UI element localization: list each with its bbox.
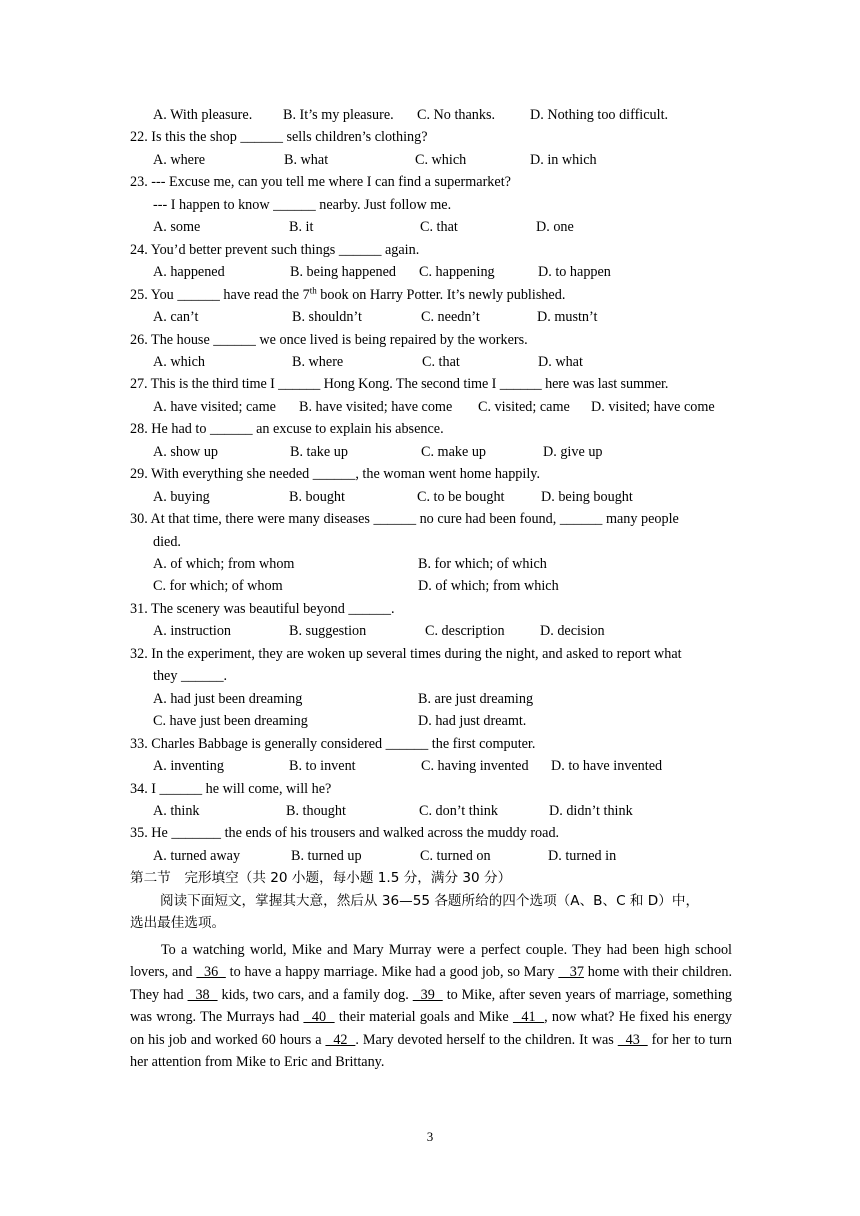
question-stem: [130, 734, 535, 754]
question-stem: [130, 823, 559, 843]
option-d: D. didn’t think: [549, 802, 633, 819]
option-row: [0, 105, 860, 125]
question-stem: [130, 172, 511, 192]
option-row: [0, 711, 860, 731]
question-stem: [130, 374, 668, 394]
cloze-blank: 37: [558, 964, 584, 981]
question-text: Is this the shop ______ sells children’s clothing?: [151, 129, 428, 146]
option-row: [0, 689, 860, 709]
cloze-blank: 41: [512, 1009, 545, 1026]
question-text-continued: died.: [153, 533, 181, 550]
option-d: D. what: [538, 353, 583, 370]
question-text: You’d better prevent such things ______ again.: [150, 241, 420, 258]
question-text: At that time, there were many diseases ______ no cure had been found, ______ many people: [150, 511, 679, 528]
option-a: A. show up: [153, 443, 219, 460]
question-number: 34.: [130, 780, 148, 797]
passage-text: their material goals and Mike: [334, 1009, 513, 1026]
question-text-continued: --- I happen to know ______ nearby. Just follow me.: [153, 196, 452, 213]
option-c: C. have just been dreaming: [153, 713, 308, 730]
option-a: A. where: [153, 151, 205, 168]
section-instruction: 阅读下面短文，掌握其大意，然后从 36—55 各题所给的四个选项（A、B、C 和 D）中，: [160, 892, 700, 909]
question-number: 30.: [130, 511, 148, 528]
option-c: C. turned on: [420, 847, 491, 864]
option-b: B. take up: [290, 443, 348, 460]
question-stem: [130, 285, 565, 305]
passage-text: to have a happy marriage. Mike had a good job, so Mary: [225, 964, 559, 981]
option-row: [0, 307, 860, 327]
option-row: [0, 352, 860, 372]
question-stem: [130, 419, 444, 439]
option-b: B. suggestion: [289, 623, 367, 640]
option-row: [0, 217, 860, 237]
cloze-blank: 39: [412, 986, 443, 1003]
option-c: C. which: [415, 151, 467, 168]
question-stem: [130, 509, 679, 529]
question-stem: [130, 127, 428, 147]
option-c: C. that: [420, 219, 458, 236]
question-number: 26.: [130, 331, 148, 348]
option-a: A. buying: [153, 488, 210, 505]
option-a: A. turned away: [153, 847, 241, 864]
cloze-blank: 43: [617, 1031, 648, 1048]
option-a: A. happened: [153, 264, 225, 281]
option-b: B. where: [292, 353, 344, 370]
option-a: A. think: [153, 802, 200, 819]
question-text: You ______ have read the 7: [150, 286, 310, 303]
option-b: B. It’s my pleasure.: [283, 107, 394, 123]
option-c: C. to be bought: [417, 488, 505, 505]
option-c: C. visited; came: [478, 398, 570, 415]
option-a: A. can’t: [153, 309, 199, 326]
option-row: [0, 756, 860, 776]
question-text: --- Excuse me, can you tell me where I can find a supermarket?: [151, 174, 511, 191]
option-d: D. to have invented: [551, 758, 663, 775]
option-d: D. had just dreamt.: [418, 713, 527, 730]
option-c: C. don’t think: [419, 802, 498, 819]
question-number: 35.: [130, 825, 148, 842]
option-c: C. needn’t: [421, 309, 480, 326]
question-text: I ______ he will come, will he?: [151, 780, 332, 797]
cloze-blank: 42: [325, 1031, 356, 1048]
option-d: D. to happen: [538, 264, 611, 281]
option-b: B. bought: [289, 488, 345, 505]
question-number: 24.: [130, 241, 148, 258]
question-number: 32.: [130, 645, 148, 662]
option-a: A. have visited; came: [153, 398, 276, 415]
question-stem: [130, 464, 540, 484]
option-c: C. make up: [421, 443, 487, 460]
option-d: D. being bought: [541, 488, 633, 505]
question-number: 27.: [130, 376, 148, 393]
question-text: He _______ the ends of his trousers and walked across the muddy road.: [151, 825, 560, 842]
passage-text: kids, two cars, and a family dog.: [217, 986, 413, 1003]
question-text: Charles Babbage is generally considered ______ the first computer.: [151, 735, 536, 752]
option-a: A. With pleasure.: [153, 107, 253, 123]
option-b: B. being happened: [290, 264, 396, 281]
option-row: [0, 554, 860, 574]
passage-text: home with their children. They had: [130, 964, 732, 1003]
question-number: 28.: [130, 421, 148, 438]
question-number: 22.: [130, 129, 148, 146]
option-a: A. of which; from whom: [153, 556, 295, 572]
passage-text: to Mike, after seven years of marriage, something was wrong. The Murrays had: [130, 986, 733, 1026]
option-d: D. visited; have come: [591, 398, 715, 415]
option-b: B. for which; of which: [418, 556, 547, 572]
option-d: D. give up: [543, 443, 603, 460]
option-d: D. decision: [540, 623, 605, 640]
option-row: [0, 397, 860, 417]
option-row: [0, 576, 860, 596]
option-c: C. having invented: [421, 758, 529, 775]
option-d: D. Nothing too difficult.: [530, 107, 669, 123]
page-number: 3: [426, 1129, 434, 1144]
option-row: [0, 150, 860, 170]
option-b: B. to invent: [289, 758, 356, 775]
passage-text: To a watching world, Mike and Mary Murray were a perfect couple. They had been high school lovers, and: [130, 941, 732, 981]
question-number: 25.: [130, 286, 148, 303]
question-stem: [130, 779, 331, 799]
question-text: The house ______ we once lived is being repaired by the workers.: [151, 331, 528, 348]
option-d: D. one: [536, 219, 574, 236]
option-row: [0, 621, 860, 641]
option-row: [0, 442, 860, 462]
cloze-blank: 40: [303, 1009, 335, 1026]
question-stem: [130, 330, 528, 350]
question-stem: [130, 599, 395, 619]
option-b: B. are just dreaming: [418, 690, 534, 707]
option-row: [0, 801, 860, 821]
option-b: B. what: [284, 151, 329, 168]
option-a: A. some: [153, 219, 201, 236]
question-text: book on Harry Potter. It’s newly published.: [316, 286, 566, 303]
passage-text: for her to turn her attention from Mike to Eric and Brittany.: [130, 1031, 733, 1071]
option-c: C. No thanks.: [417, 107, 496, 123]
option-row: [0, 846, 860, 866]
option-c: C. description: [425, 623, 505, 640]
question-text: The scenery was beautiful beyond ______.: [151, 600, 395, 617]
option-d: D. mustn’t: [537, 309, 598, 326]
question-number: 33.: [130, 735, 148, 752]
option-b: B. shouldn’t: [292, 309, 362, 326]
option-d: D. turned in: [548, 847, 617, 864]
passage-text: , now what? He fixed his energy on his job and worked 60 hours a: [130, 1009, 733, 1048]
option-c: C. happening: [419, 264, 495, 281]
question-text: In the experiment, they are woken up several times during the night, and asked to report what: [151, 645, 682, 662]
option-b: B. turned up: [291, 847, 362, 864]
option-b: B. have visited; have come: [299, 398, 453, 415]
option-a: A. had just been dreaming: [153, 690, 303, 707]
section-instruction-continued: 选出最佳选项。: [130, 915, 226, 932]
question-number: 23.: [130, 174, 148, 191]
cloze-passage: [130, 939, 732, 1074]
question-text-continued: they ______.: [153, 668, 228, 685]
section-heading: 第二节 完形填空（共 20 小题，每小题 1.5 分，满分 30 分）: [130, 870, 512, 887]
option-a: A. inventing: [153, 758, 224, 775]
option-a: A. which: [153, 353, 206, 370]
question-stem: [130, 644, 682, 664]
question-stem: [130, 240, 419, 260]
cloze-blank: 36: [196, 964, 226, 981]
cloze-blank: 38: [187, 986, 218, 1003]
option-a: A. instruction: [153, 623, 232, 640]
question-text: With everything she needed ______, the woman went home happily.: [151, 466, 540, 483]
option-b: B. it: [289, 219, 314, 236]
question-text: He had to ______ an excuse to explain his absence.: [151, 421, 444, 438]
superscript: th: [309, 284, 317, 295]
question-text: This is the third time I ______ Hong Kong. The second time I ______ here was last summer.: [150, 376, 669, 393]
question-number: 29.: [130, 466, 148, 483]
passage-text: . Mary devoted herself to the children. It was: [355, 1031, 618, 1048]
option-b: B. thought: [286, 802, 346, 819]
option-row: [0, 262, 860, 282]
option-row: [0, 487, 860, 507]
option-d: D. in which: [530, 151, 597, 168]
option-c: C. that: [422, 353, 460, 370]
question-number: 31.: [130, 600, 148, 617]
option-c: C. for which; of whom: [153, 578, 283, 595]
option-d: D. of which; from which: [418, 578, 559, 595]
